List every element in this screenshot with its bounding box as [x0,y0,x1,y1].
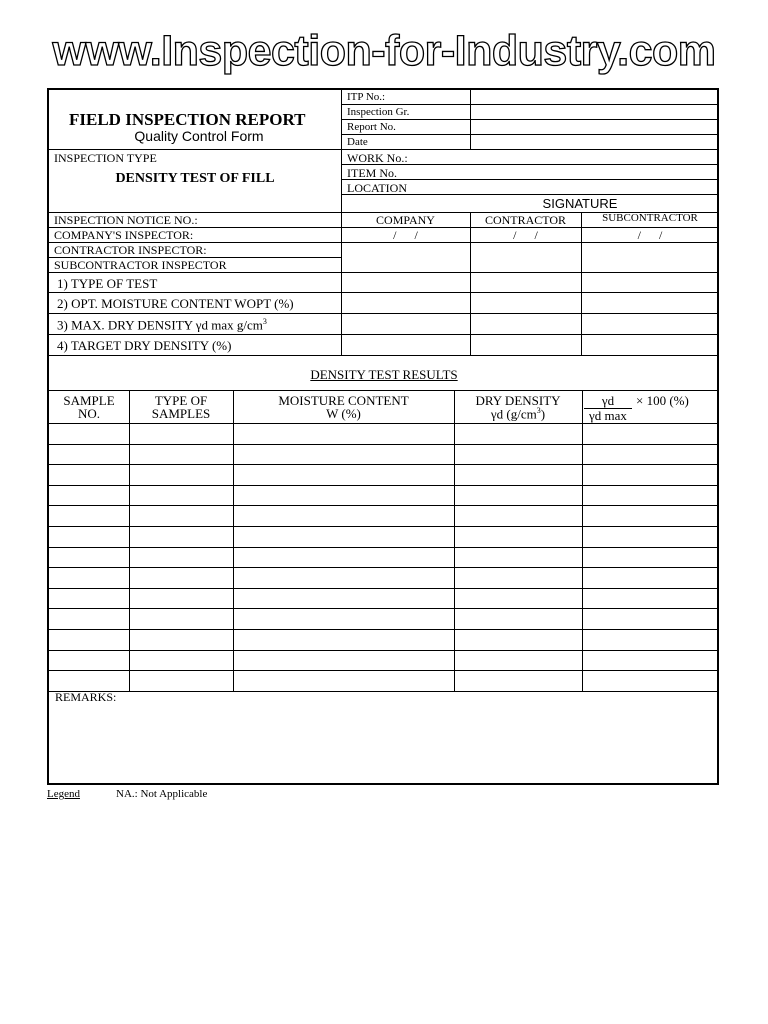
date-label: Date [347,136,368,148]
company-column-header: COMPANY [376,213,435,227]
sample-no-header: SAMPLE NO. [63,393,115,421]
divider [341,134,719,135]
divider [470,90,471,150]
column-divider [129,390,130,691]
results-title: DENSITY TEST RESULTS [310,367,458,382]
table-row [49,464,719,465]
table-row [49,608,719,609]
signature-title: SIGNATURE [542,196,618,211]
legend-label: Legend [47,788,80,800]
divider [341,119,719,120]
moisture-content-header: MOISTURE CONTENT W (%) [278,393,409,421]
table-row [49,444,719,445]
subcontractor-column-header: SUBCONTRACTOR [602,212,698,224]
divider [341,272,719,273]
divider [49,334,719,335]
inspection-type-value: DENSITY TEST OF FILL [115,171,275,186]
table-row [49,650,719,651]
divider [49,292,719,293]
inspection-form [47,88,719,785]
column-divider [233,390,234,691]
column-divider [582,390,583,691]
table-row [49,629,719,630]
site-banner: www.Inspection-for-Industry.com [52,27,716,75]
divider [49,149,719,150]
inspection-gr-label: Inspection Gr. [347,106,410,118]
column-divider [454,390,455,691]
max-dry-density-label: 3) MAX. DRY DENSITY γd $\max g/cm^3$ [57,317,267,333]
divider [49,313,719,314]
location-label: LOCATION [347,181,407,195]
inspection-notice-label: INSPECTION NOTICE NO.: [54,213,198,227]
divider [341,104,719,105]
contractor-date-field[interactable]: / / [513,228,538,242]
table-row [49,588,719,589]
subcontractor-date-field[interactable]: / / [637,228,663,242]
opt-moisture-label: 2) OPT. MOISTURE CONTENT WOPT (%) [57,296,294,311]
inspection-type-label: INSPECTION TYPE [54,151,157,165]
table-row [49,567,719,568]
contractor-column-header: CONTRACTOR [484,213,567,227]
dry-density-header: DRY DENSITY γd $(g/cm^3)$ [475,393,561,422]
contractor-inspector-label: CONTRACTOR INSPECTOR: [54,243,207,257]
report-no-label: Report No. [347,121,396,133]
divider [49,355,719,356]
table-row [49,485,719,486]
legend-text: NA.: Not Applicable [116,788,208,800]
table-row [49,505,719,506]
sample-type-header: TYPE OF SAMPLES [151,393,211,421]
target-dry-density-label: 4) TARGET DRY DENSITY (%) [57,338,232,353]
divider [49,390,719,391]
form-title: FIELD INSPECTION REPORT [69,110,306,129]
density-ratio-header: γd × 100 (%) γd max [584,394,719,422]
subcontractor-inspector-label: SUBCONTRACTOR INSPECTOR [54,258,227,272]
work-no-label: WORK No.: [347,151,408,165]
table-row [49,670,719,671]
company-date-field[interactable]: / / [393,228,418,242]
company-inspector-label: COMPANY'S INSPECTOR: [54,228,194,242]
test-type-label: 1) TYPE OF TEST [57,276,158,291]
table-row [49,547,719,548]
form-subtitle: Quality Control Form [134,128,264,144]
divider [341,179,719,180]
table-row [49,691,719,692]
itp-no-label: ITP No.: [347,91,386,103]
item-no-label: ITEM No. [347,166,397,180]
remarks-label: REMARKS: [55,690,117,704]
table-row [49,526,719,527]
header-divider [49,423,719,424]
